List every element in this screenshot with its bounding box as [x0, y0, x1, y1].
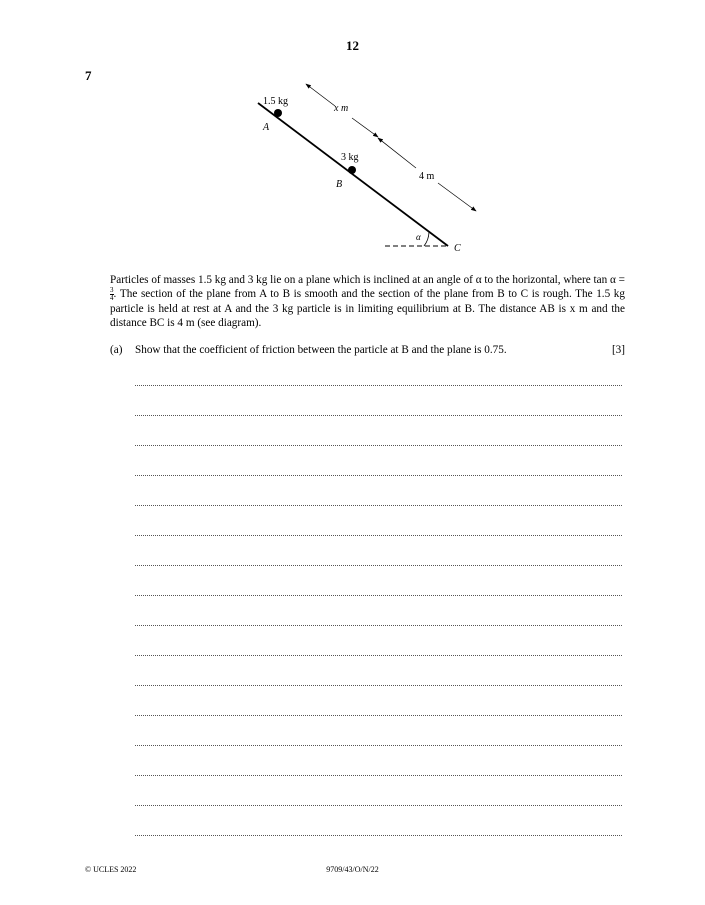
- paragraph-part-2: . The section of the plane from A to B is smooth and the section of the plane from B to C is rough. The 1.5 kg particle is held at rest at A and the 3 kg particle is in limiting equilibrium at B. The distance AB is x m and the distance BC is 4 m (see diagram).: [110, 288, 625, 329]
- point-a-label: A: [263, 122, 270, 133]
- arrow-bc-start: [378, 138, 416, 168]
- point-c-label: C: [454, 243, 461, 254]
- answer-line[interactable]: [135, 835, 622, 836]
- distance-ab-label: x m: [334, 103, 349, 114]
- answer-line[interactable]: [135, 565, 622, 566]
- answer-line[interactable]: [135, 655, 622, 656]
- question-number: 7: [85, 68, 92, 83]
- answer-line[interactable]: [135, 415, 622, 416]
- answer-line[interactable]: [135, 715, 622, 716]
- arrow-bc-end: [438, 183, 476, 211]
- footer-paper-code: 9709/43/O/N/22: [326, 865, 379, 874]
- angle-arc: [424, 232, 429, 246]
- angle-label: α: [416, 232, 421, 242]
- arrow-ab-end: [352, 118, 378, 137]
- answer-line[interactable]: [135, 445, 622, 446]
- part-a-label: (a): [110, 344, 123, 356]
- paragraph-part-1: Particles of masses 1.5 kg and 3 kg lie on a plane which is inclined at an angle of α to the horizontal, where tan α =: [110, 274, 625, 286]
- answer-line[interactable]: [135, 685, 622, 686]
- mass-a-label: 1.5 kg: [263, 96, 288, 107]
- fraction-denominator: 4: [110, 294, 114, 302]
- part-a-marks: [3]: [611, 344, 625, 356]
- answer-line[interactable]: [135, 475, 622, 476]
- answer-line[interactable]: [135, 775, 622, 776]
- particle-a: [274, 109, 282, 117]
- answer-line[interactable]: [135, 805, 622, 806]
- answer-line[interactable]: [135, 745, 622, 746]
- fraction-numerator: 3: [110, 286, 114, 294]
- answer-line[interactable]: [135, 385, 622, 386]
- part-a-text: Show that the coefficient of friction between the particle at B and the plane is 0.75.: [135, 344, 507, 356]
- question-paragraph: [110, 273, 625, 330]
- inclined-plane-diagram: [0, 0, 705, 270]
- mass-b-label: 3 kg: [341, 152, 359, 163]
- answer-line[interactable]: [135, 625, 622, 626]
- answer-line[interactable]: [135, 505, 622, 506]
- point-b-label: B: [336, 179, 343, 190]
- distance-bc-label: 4 m: [419, 171, 435, 182]
- arrow-ab-start: [306, 84, 335, 106]
- particle-b: [348, 166, 356, 174]
- footer-copyright: © UCLES 2022: [85, 865, 137, 874]
- answer-line[interactable]: [135, 595, 622, 596]
- answer-line[interactable]: [135, 535, 622, 536]
- page-number: 12: [346, 38, 359, 53]
